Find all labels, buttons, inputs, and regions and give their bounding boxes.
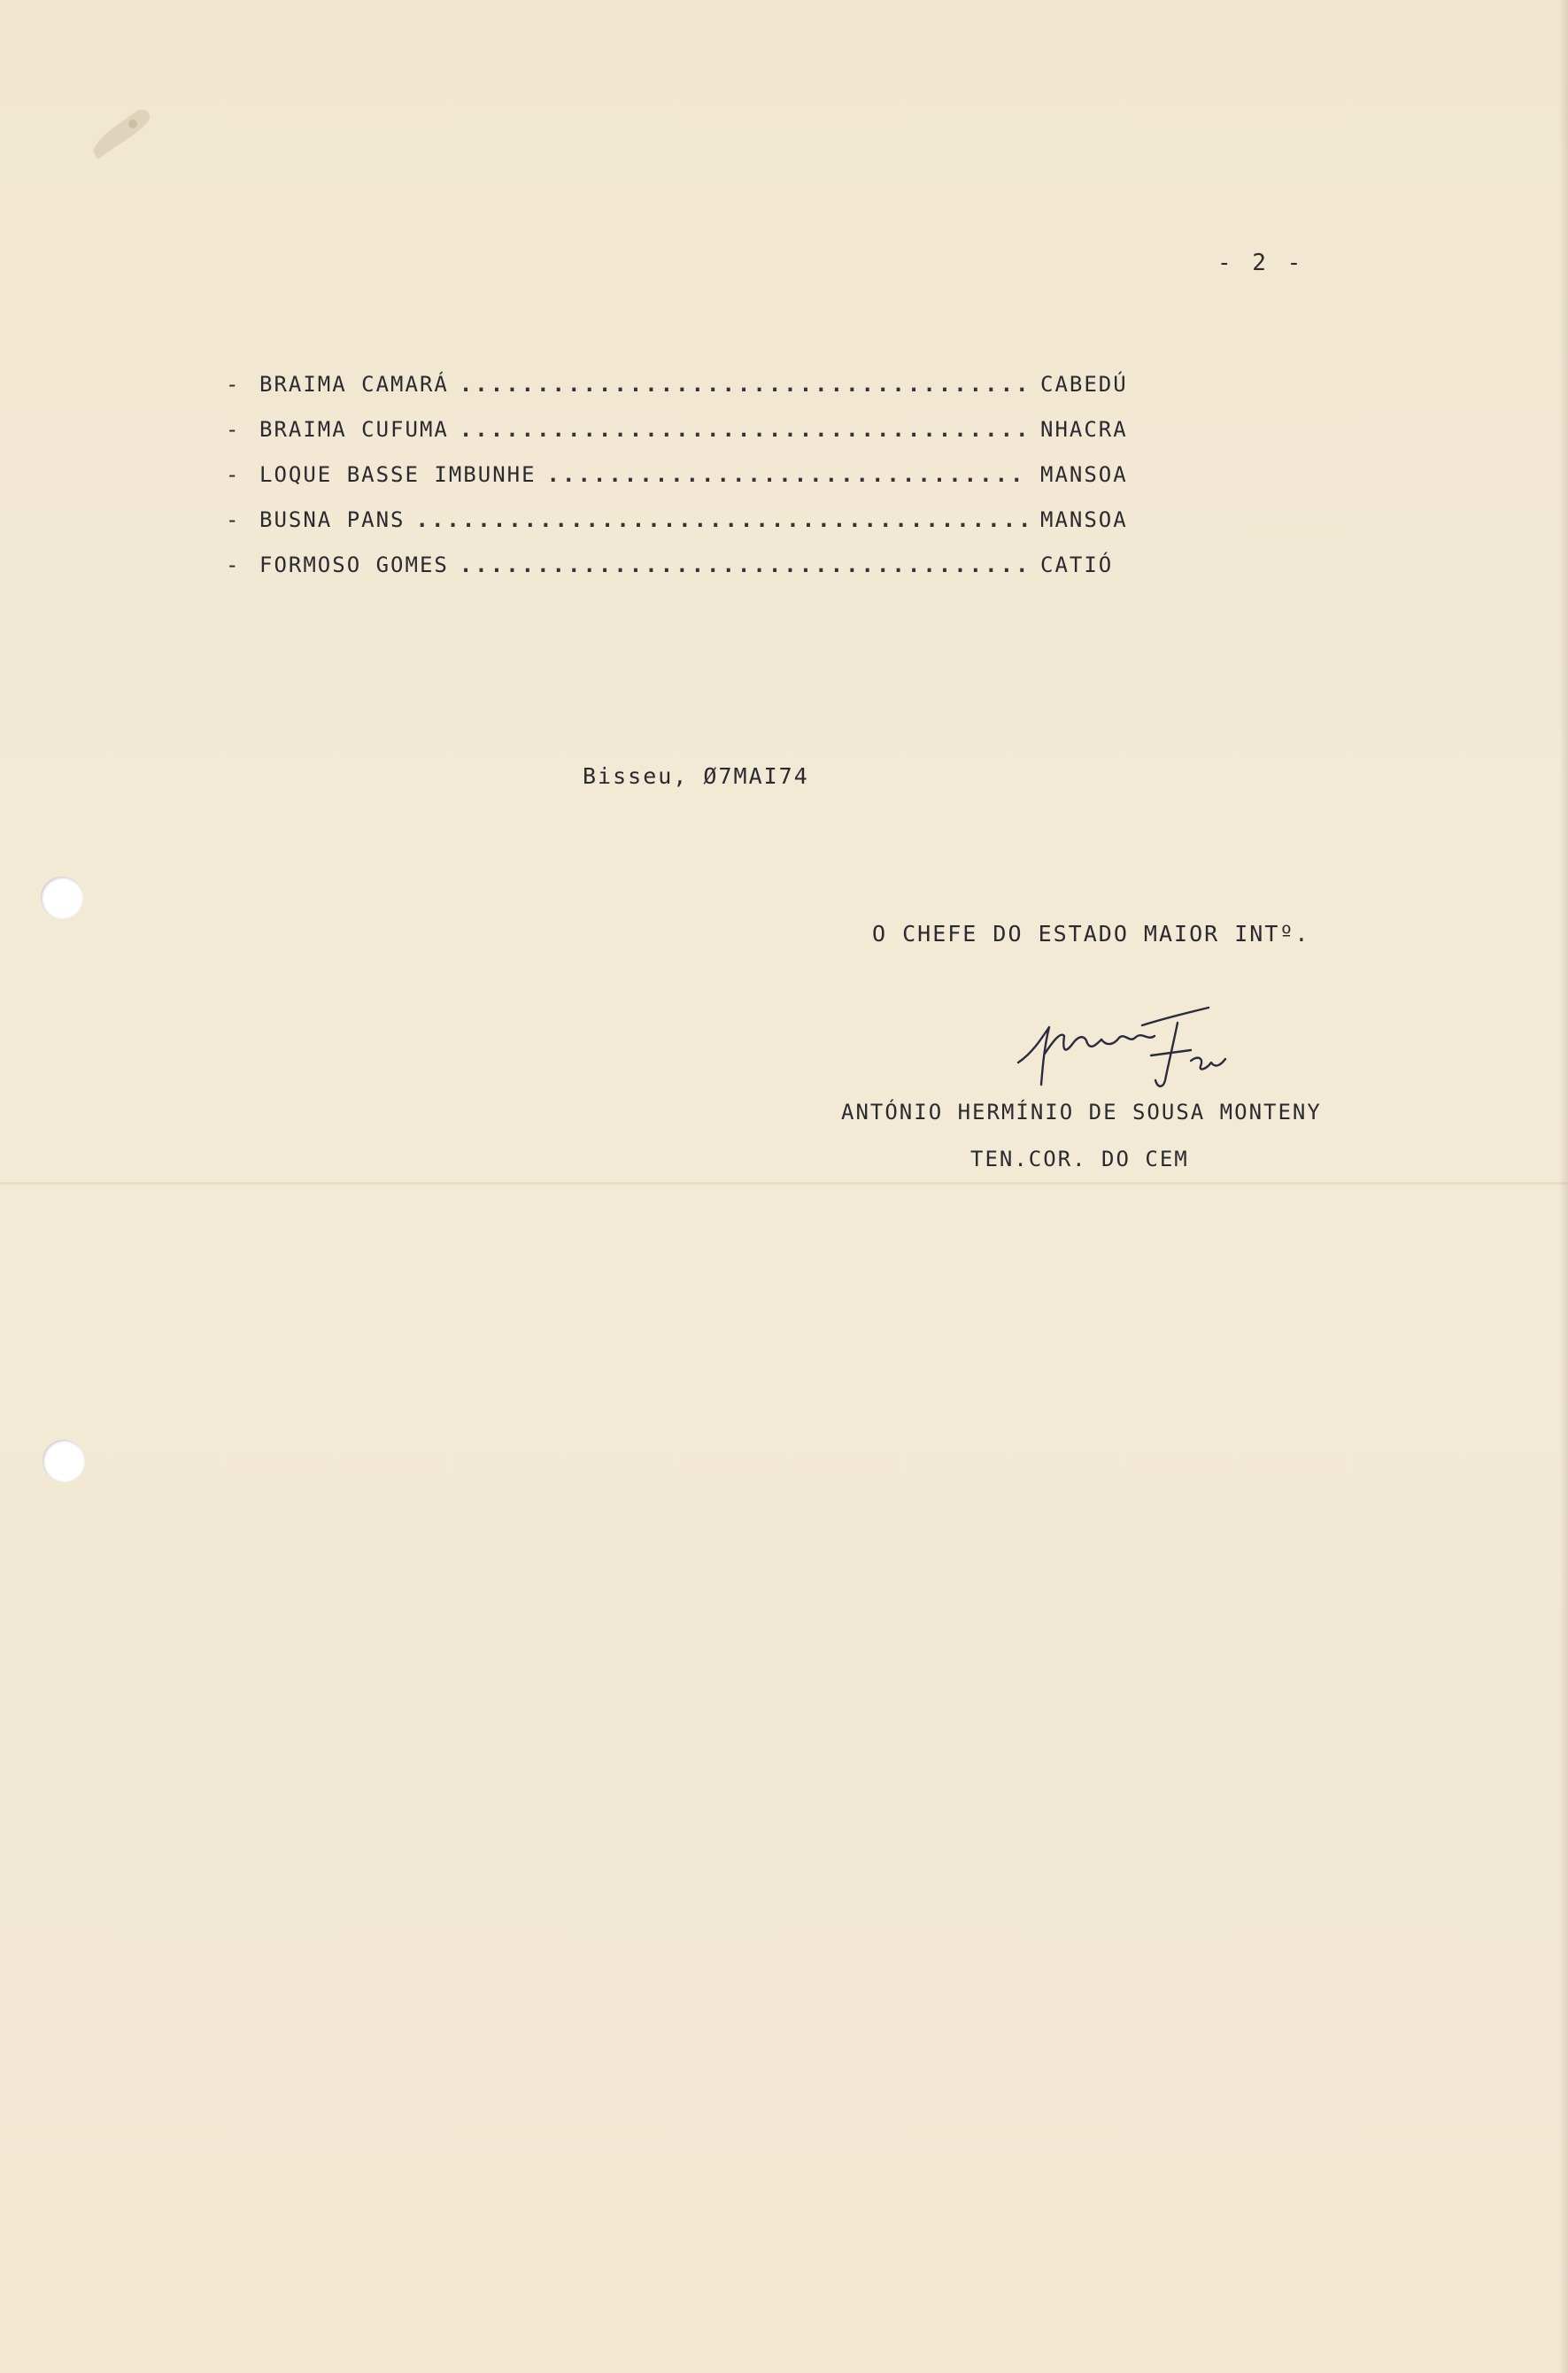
list-dash: - — [226, 372, 241, 397]
paper-edge — [1559, 0, 1568, 2373]
person-place: MANSOA — [1040, 507, 1128, 532]
fold-line — [0, 1182, 1568, 1185]
person-name: BUSNA PANS — [259, 507, 406, 532]
punch-hole-bottom — [42, 1440, 85, 1482]
list-dash: - — [226, 553, 241, 577]
person-name: BRAIMA CUFUMA — [259, 417, 449, 442]
list-item — [226, 553, 1147, 598]
dot-leader — [416, 507, 1029, 532]
handwritten-signature — [1009, 992, 1257, 1102]
person-place: CABEDÚ — [1040, 372, 1128, 397]
list-item — [226, 372, 1147, 417]
signer-rank: TEN.COR. DO CEM — [970, 1147, 1189, 1171]
dot-leader — [460, 372, 1028, 397]
page-number: - 2 - — [1217, 250, 1305, 276]
list-item — [226, 462, 1147, 507]
person-name: LOQUE BASSE IMBUNHE — [259, 462, 537, 487]
list-dash: - — [226, 507, 241, 532]
list-dash: - — [226, 417, 241, 442]
dot-leader — [460, 417, 1028, 442]
dot-leader — [460, 553, 1028, 577]
punch-hole-top — [41, 877, 83, 919]
person-place: CATIÓ — [1040, 553, 1114, 577]
list-item — [226, 417, 1147, 462]
person-name: BRAIMA CAMARÁ — [259, 372, 449, 397]
person-place: MANSOA — [1040, 462, 1128, 487]
signer-name: ANTÓNIO HERMÍNIO DE SOUSA MONTENY — [841, 1100, 1322, 1125]
person-place: NHACRA — [1040, 417, 1128, 442]
list-item — [226, 507, 1147, 553]
place-and-date: Bisseu, Ø7MAI74 — [583, 763, 809, 789]
person-name: FORMOSO GOMES — [259, 553, 449, 577]
list-dash: - — [226, 462, 241, 487]
paper-stain — [84, 97, 164, 168]
dot-leader — [547, 462, 1028, 487]
chief-title: O CHEFE DO ESTADO MAIOR INTº. — [872, 921, 1310, 947]
personnel-list — [226, 372, 1147, 598]
